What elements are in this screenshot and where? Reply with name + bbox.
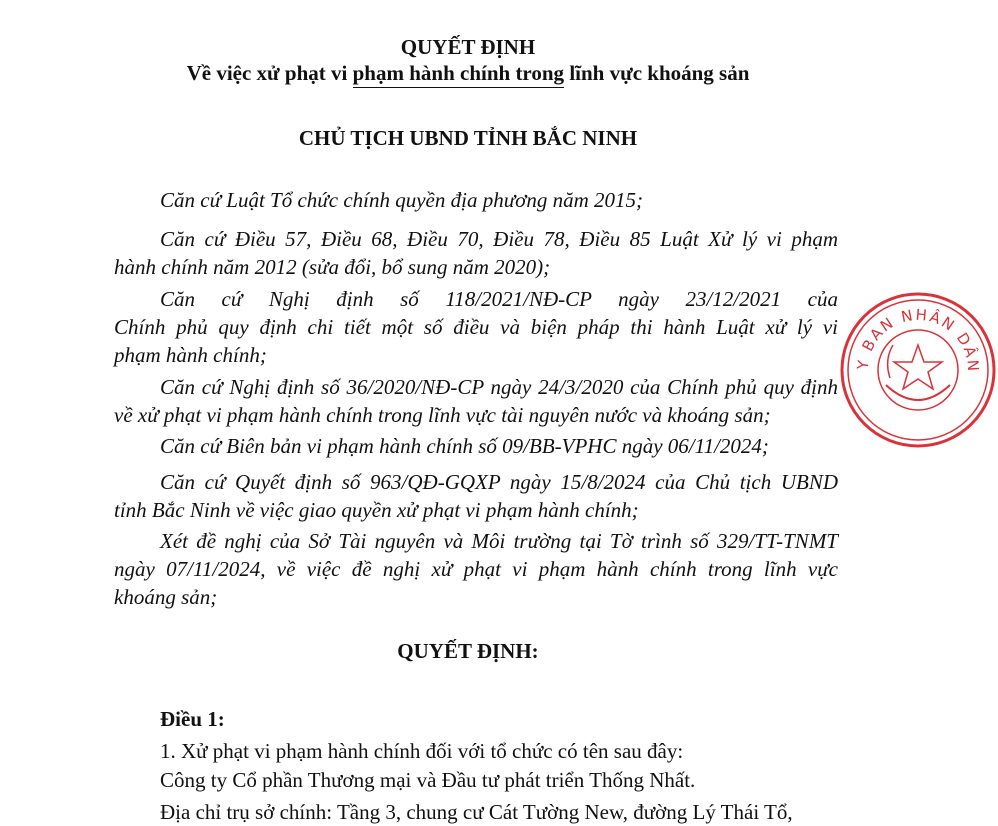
legal-basis-1 — [114, 186, 838, 214]
legal-basis-3-line-2: Chính phủ quy định chi tiết một số điều và biện pháp thi hành Luật xử lý vi — [114, 315, 838, 339]
legal-basis-7-line-2: ngày 07/11/2024, về việc đề nghị xử phạt vi phạm hành chính trong lĩnh vực — [114, 557, 838, 581]
legal-basis-7-line-1: Xét đề nghị của Sở Tài nguyên và Môi trường tại Tờ trình số 329/TT-TNMT — [160, 529, 838, 553]
legal-basis-5-line-1: Căn cứ Biên bản vi phạm hành chính số 09/BB-VPHC ngày 06/11/2024; — [160, 434, 769, 458]
subtitle-part-1: Về việc xử phạt vi — [186, 61, 353, 85]
legal-basis-7-line-3: khoáng sản; — [114, 585, 218, 609]
article-heading: Điều 1: — [160, 707, 225, 731]
article-item-1: 1. Xử phạt vi phạm hành chính đối với tổ chức có tên sau đây: — [160, 739, 684, 763]
company-address: Địa chỉ trụ sở chính: Tầng 3, chung cư Cát Tường New, đường Lý Thái Tổ, — [160, 800, 793, 824]
legal-basis-3-line-1: Căn cứ Nghị định số 118/2021/NĐ-CP ngày 23/12/2021 của — [160, 287, 838, 311]
legal-basis-4 — [114, 373, 838, 429]
legal-basis-7 — [114, 527, 838, 611]
legal-basis-2 — [114, 225, 838, 281]
document-title: QUYẾT ĐỊNH — [400, 35, 536, 59]
subtitle-part-3: lĩnh vực khoáng sản — [564, 61, 750, 85]
legal-basis-3-line-3: phạm hành chính; — [114, 343, 267, 367]
legal-basis-6-line-2: tỉnh Bắc Ninh về việc giao quyền xử phạt vi phạm hành chính; — [114, 498, 639, 522]
official-seal-icon — [838, 290, 998, 450]
legal-basis-4-line-2: về xử phạt vi phạm hành chính trong lĩnh vực tài nguyên nước và khoáng sản; — [114, 403, 771, 427]
legal-basis-2-line-1: Căn cứ Điều 57, Điều 68, Điều 70, Điều 78, Điều 85 Luật Xử lý vi phạm — [160, 227, 838, 251]
subtitle-underlined-part: phạm hành chính trong — [353, 61, 564, 88]
legal-basis-6-line-1: Căn cứ Quyết định số 963/QĐ-GQXP ngày 15/8/2024 của Chủ tịch UBND — [160, 470, 838, 494]
seal-ring-text: Y BAN NHÂN DÂN — [853, 305, 983, 374]
decision-heading: QUYẾT ĐỊNH: — [397, 639, 539, 663]
legal-basis-5 — [114, 432, 838, 460]
legal-basis-1-line-1: Căn cứ Luật Tổ chức chính quyền địa phương năm 2015; — [160, 188, 644, 212]
company-name: Công ty Cổ phần Thương mại và Đầu tư phát triển Thống Nhất. — [160, 768, 696, 792]
document-subtitle — [0, 60, 936, 86]
legal-basis-2-line-2: hành chính năm 2012 (sửa đổi, bổ sung năm 2020); — [114, 255, 551, 279]
legal-basis-3 — [114, 285, 838, 369]
issuing-authority: CHỦ TỊCH UBND TỈNH BẮC NINH — [298, 126, 638, 150]
legal-basis-6 — [114, 468, 838, 524]
legal-basis-4-line-1: Căn cứ Nghị định số 36/2020/NĐ-CP ngày 24/3/2020 của Chính phủ quy định — [160, 375, 838, 399]
